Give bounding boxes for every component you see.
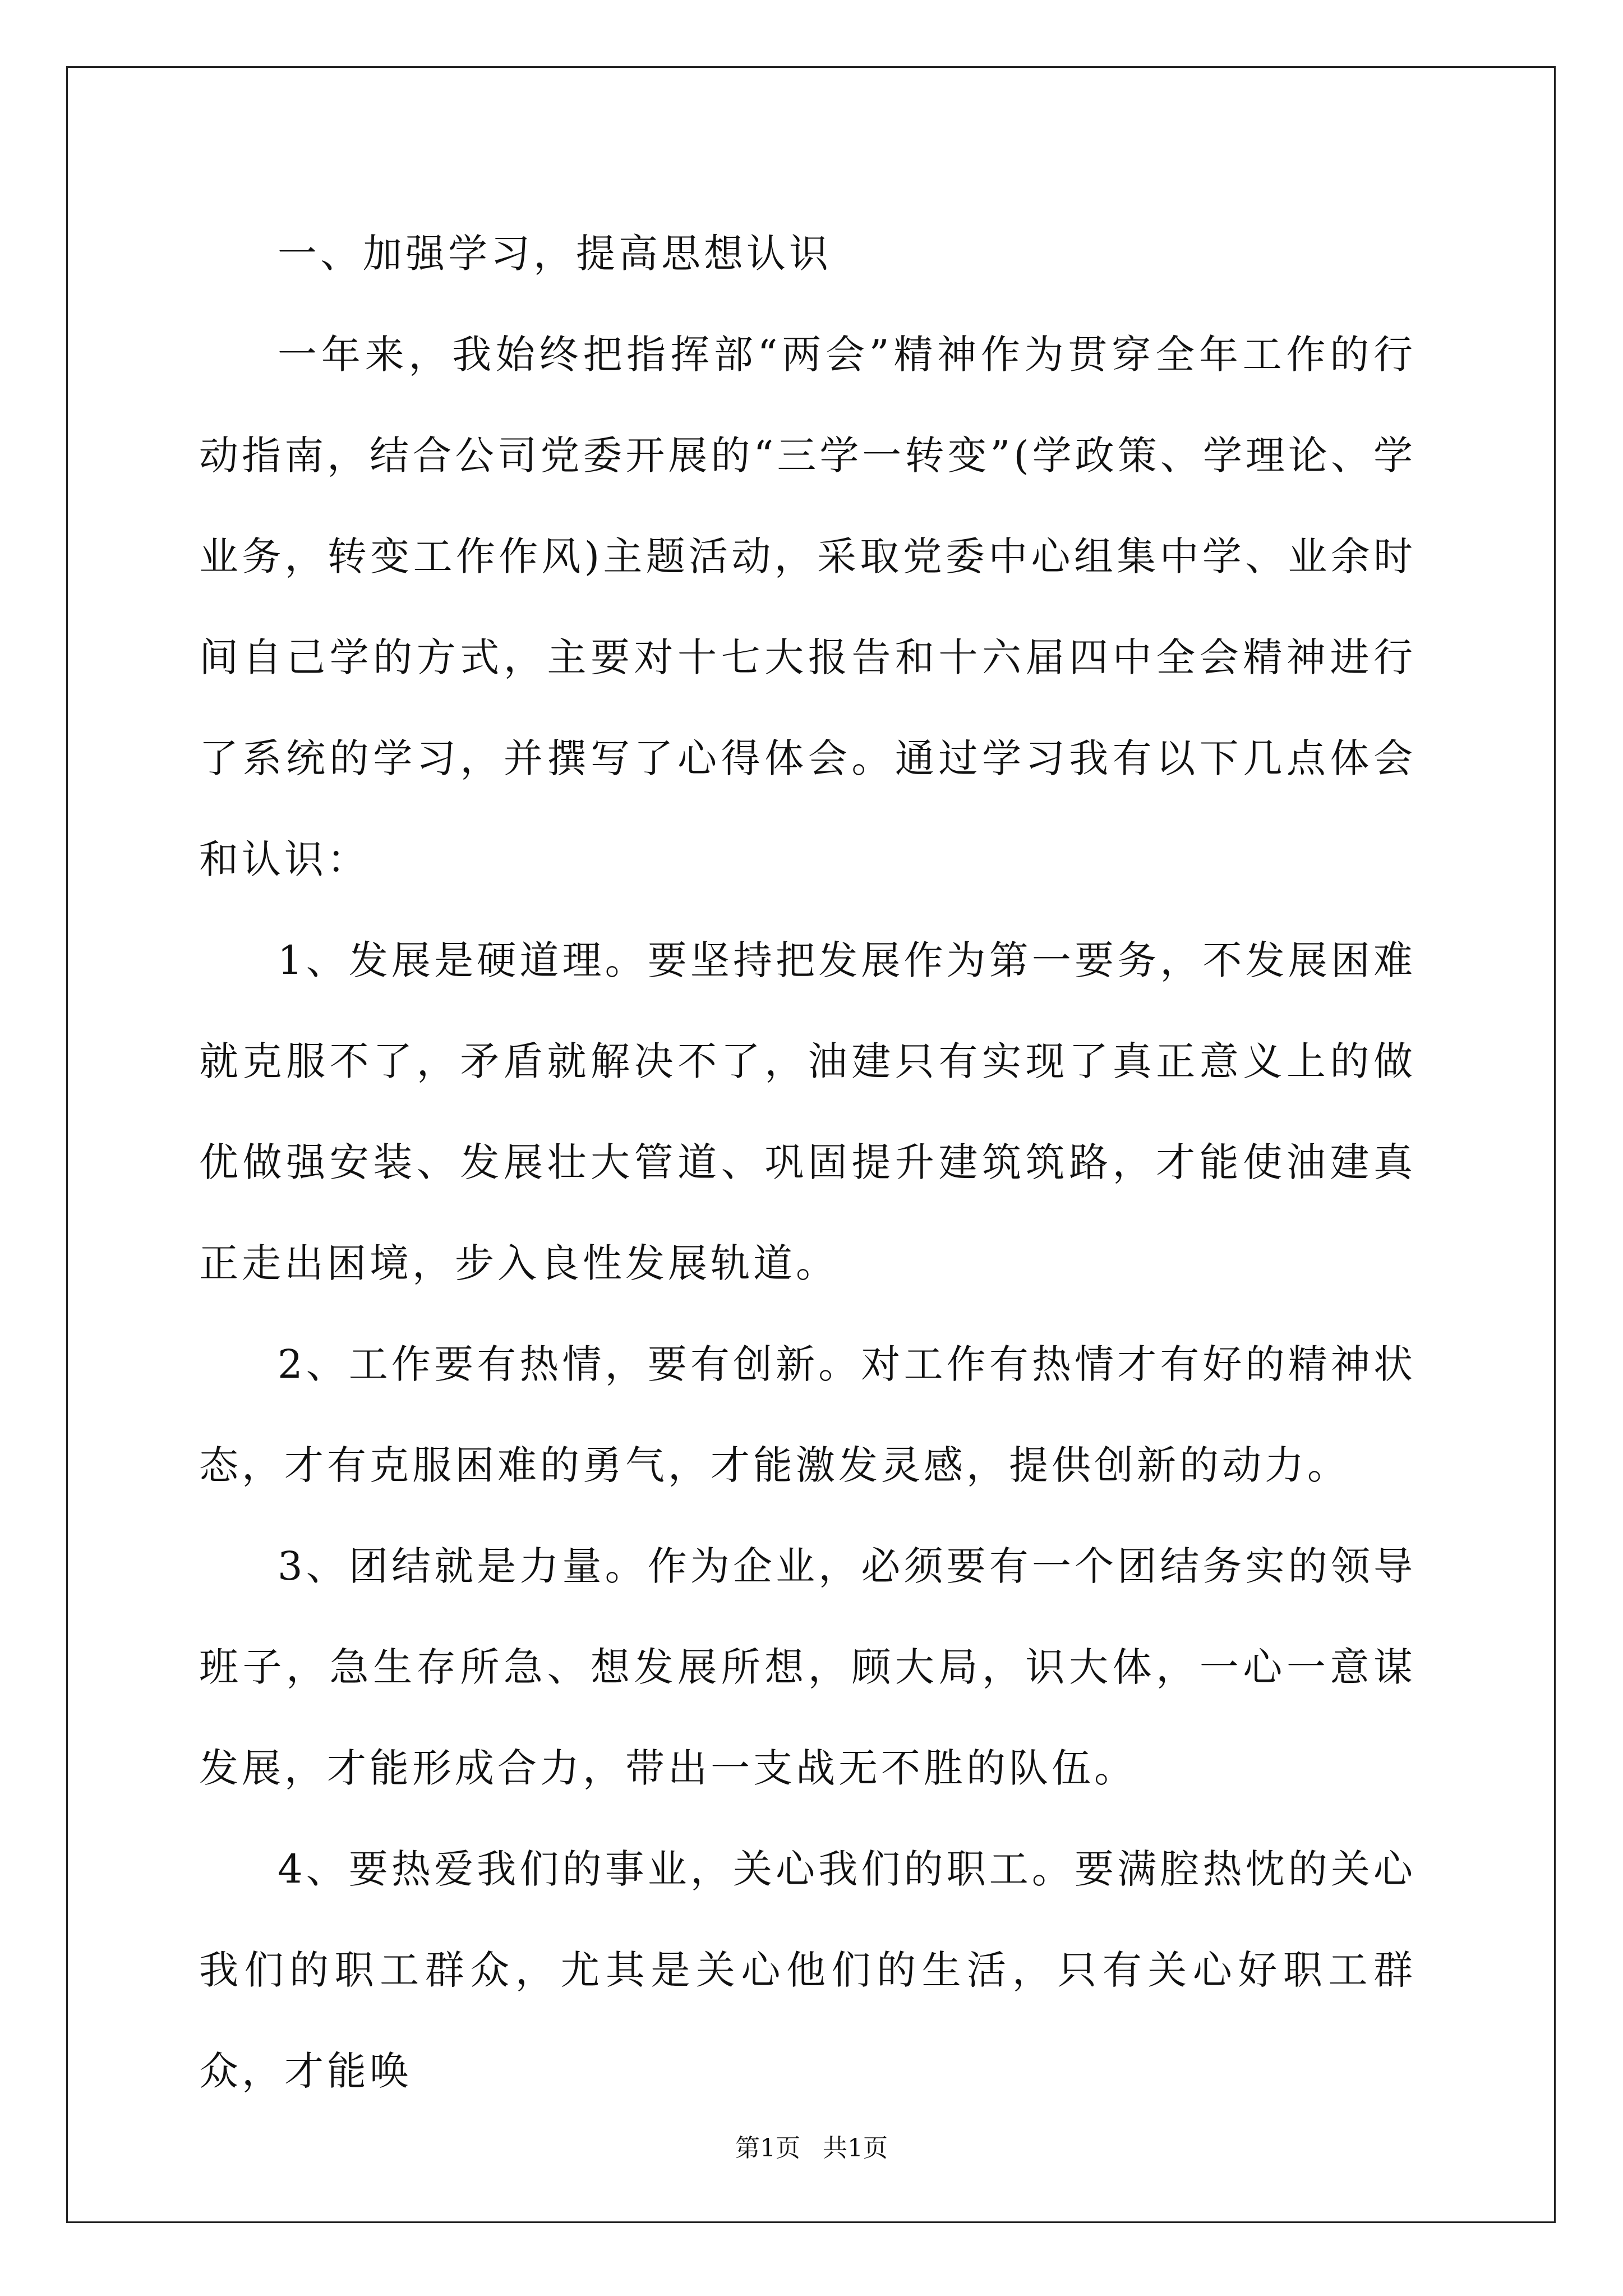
paragraph-intro: 一年来，我始终把指挥部“两会”精神作为贯穿全年工作的行动指南，结合公司党委开展的“三学一转变”(学政策、学理论、学业务，转变工作作风)主题活动，采取党委中心组集中学、业余时间自己学的方式，主要对十七大报告和十六届四中全会精神进行了系统的学习，并撰写了心得体会。通过学习我有以下几点体会和认识： (199, 332, 1416, 882)
page-number: 第1页 (735, 2134, 800, 2162)
paragraph-point-2: 2、工作要有热情，要有创新。对工作有热情才有好的精神状态，才有克服困难的勇气，才能激发灵感，提供创新的动力。 (199, 1341, 1416, 1488)
paragraph-point-3: 3、团结就是力量。作为企业，必须要有一个团结务实的领导班子，急生存所急、想发展所想，顾大局，识大体，一心一意谋发展，才能形成合力，带出一支战无不胜的队伍。 (199, 1543, 1416, 1791)
paragraph-point-1: 1、发展是硬道理。要坚持把发展作为第一要务，不发展困难就克服不了，矛盾就解决不了，油建只有实现了真正意义上的做优做强安装、发展壮大管道、巩固提升建筑筑路，才能使油建真正走出困境，步入良性发展轨道。 (199, 937, 1416, 1286)
page-total: 共1页 (823, 2134, 888, 2162)
paragraph-point-4: 4、要热爱我们的事业，关心我们的职工。要满腔热忱的关心我们的职工群众，尤其是关心他们的生活，只有关心好职工群众，才能唤 (199, 1846, 1416, 2094)
document-body (199, 203, 1416, 2122)
section-heading: 一、加强学习，提高思想认识 (278, 231, 832, 277)
page-footer (0, 2132, 1623, 2165)
